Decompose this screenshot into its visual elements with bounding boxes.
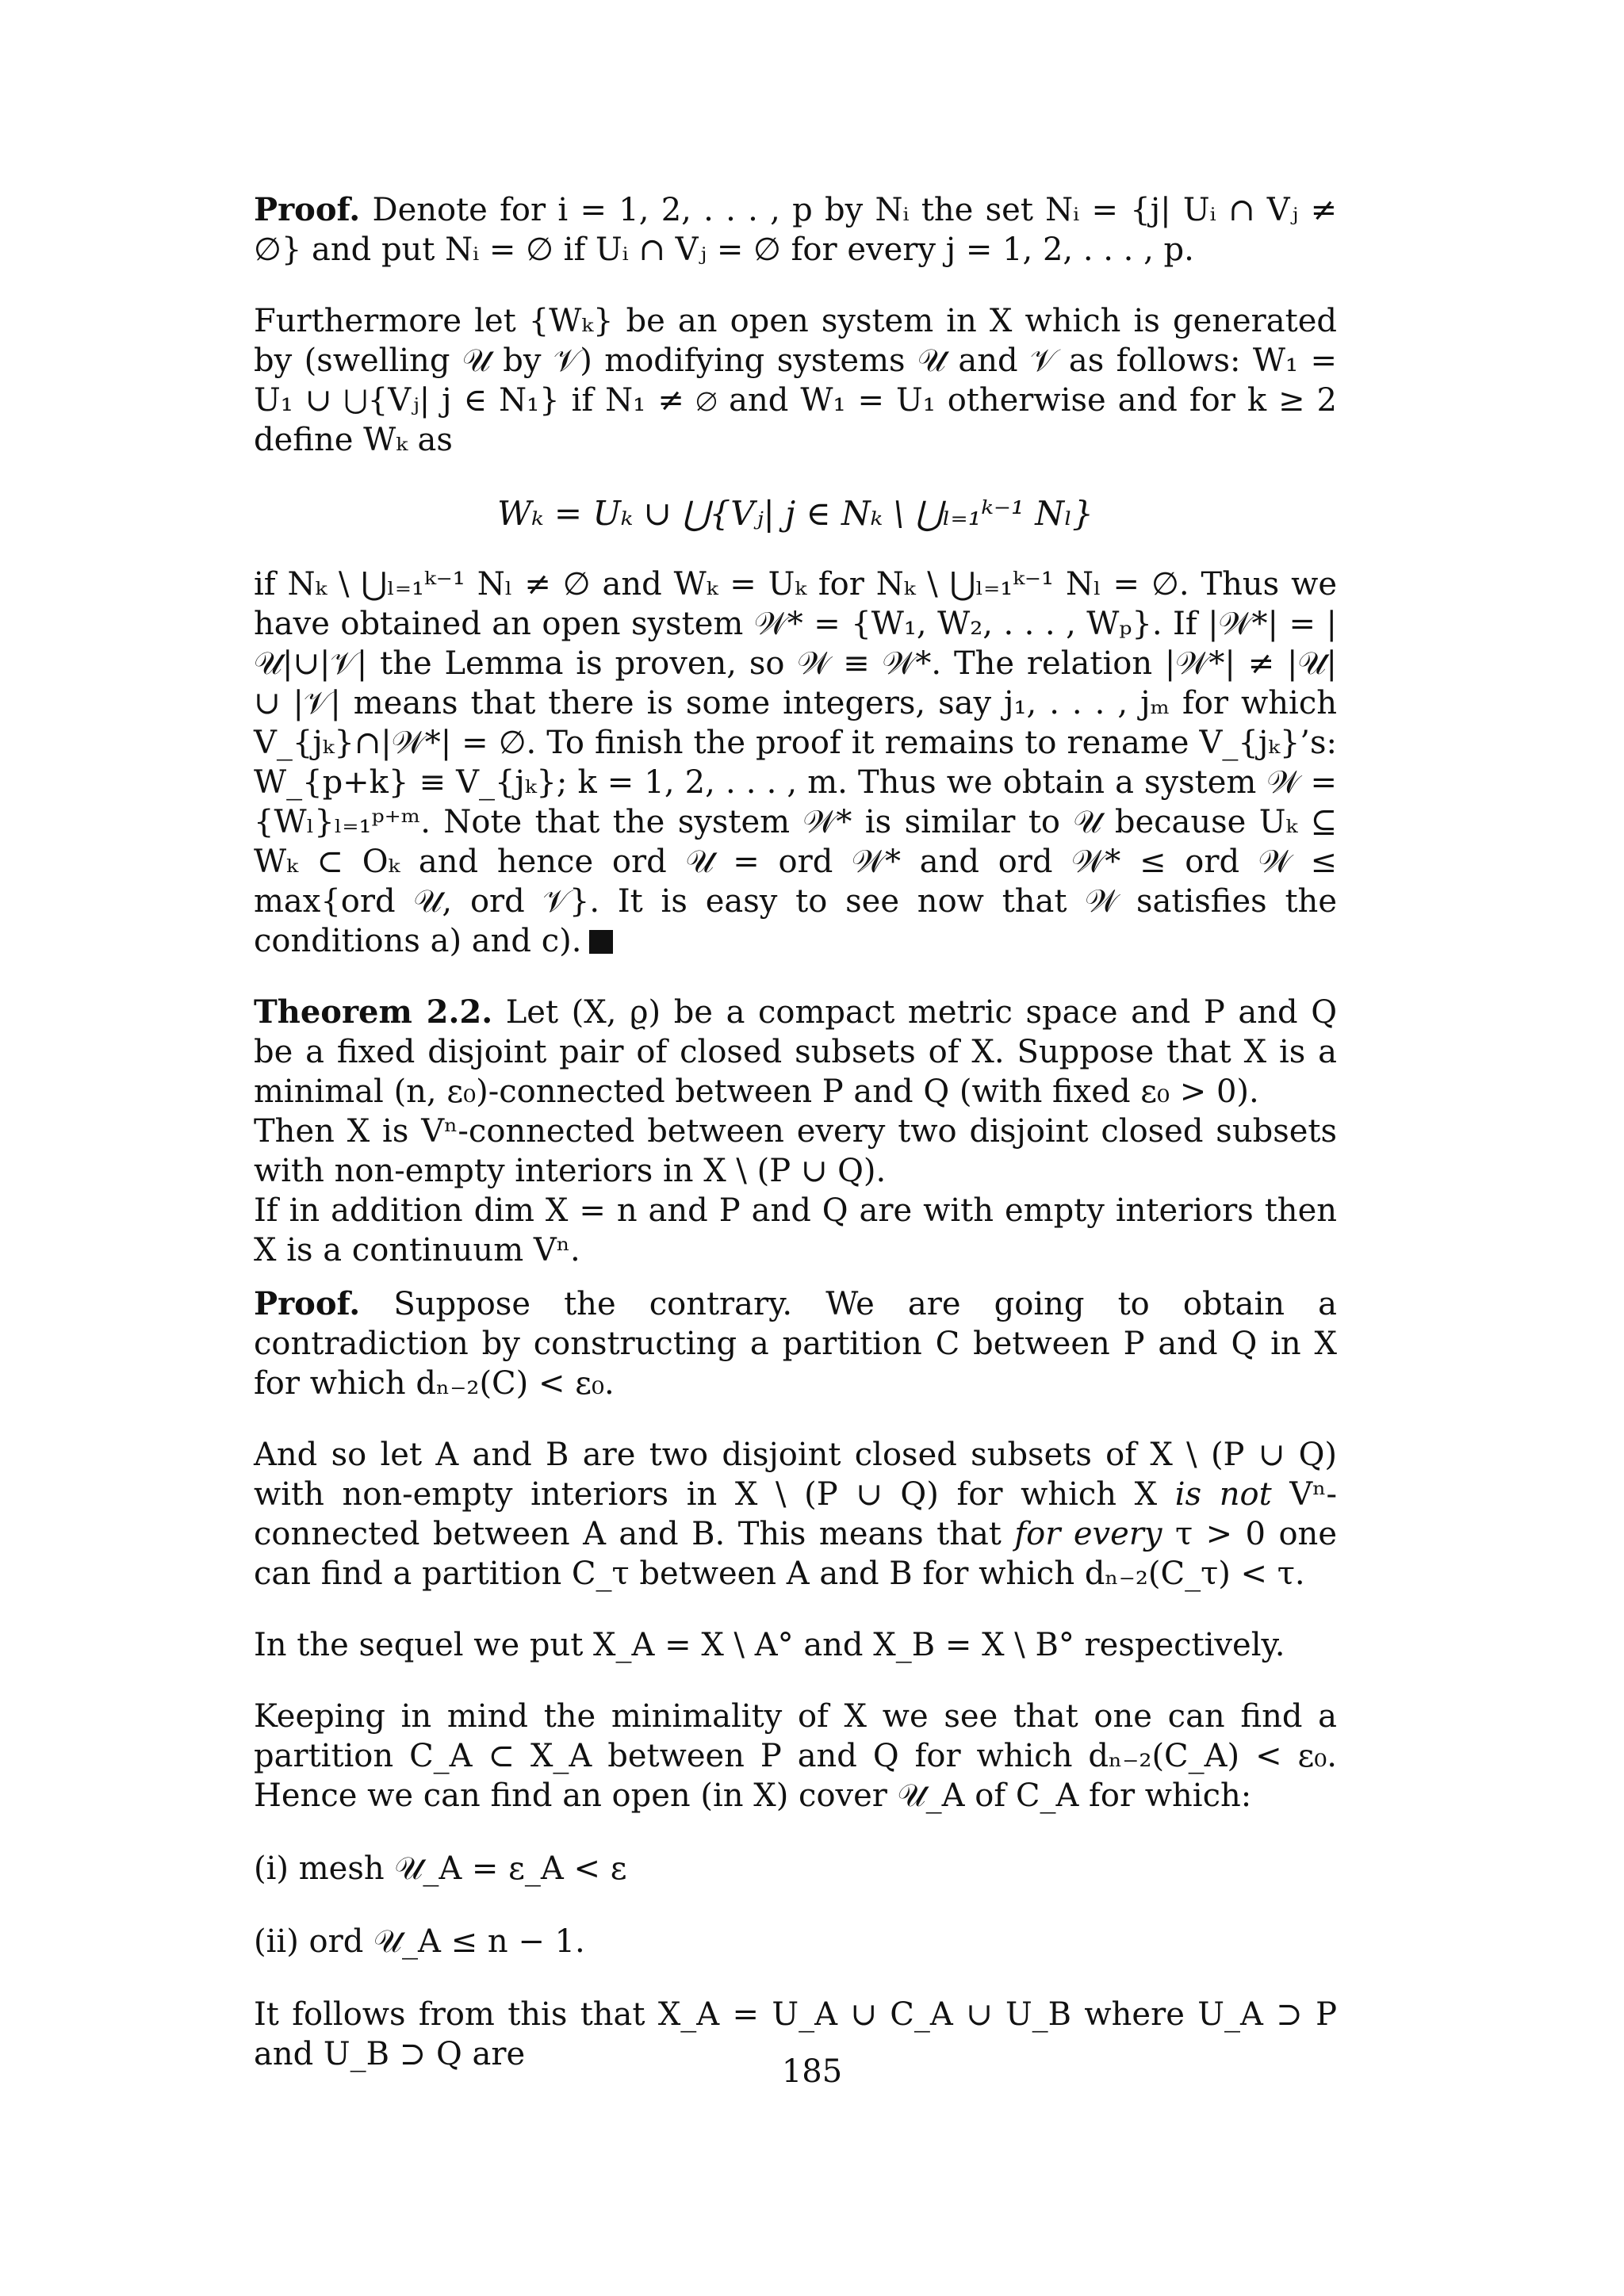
furthermore-paragraph: Furthermore let {Wₖ} be an open system in X which is generated by (swelling 𝒰 by 𝒱) modifying systems 𝒰 and 𝒱 as follows: W₁ = U₁ ∪ ⋃{Vⱼ| j ∈ N₁} if N₁ ≠ ∅ and W₁ = U₁ otherwise and for k ≥ 2 define Wₖ as [254,303,1337,458]
condition-item-i: (i) mesh 𝒰_A = ε_A < ε [254,1850,627,1887]
proof-label: Proof. [254,191,361,228]
and-so-paragraph [254,1435,1337,1594]
display-formula: Wₖ = Uₖ ∪ ⋃{Vⱼ| j ∈ Nₖ \ ⋃ₗ₌₁ᵏ⁻¹ Nₗ} [497,494,1094,533]
follows-paragraph: It follows from this that X_A = U_A ∪ C_A ∪ U_B where U_A ⊃ P and U_B ⊃ Q are [254,1996,1337,2072]
and-so-italic-2: for every [1014,1516,1162,1552]
proof-theorem-paragraph [254,1284,1337,1403]
and-so-italic-1: is not [1174,1476,1272,1513]
and-so-part-1: And so let A and B are two disjoint closed subsets of X \ (P ∪ Q) with non-empty interiors in X \ (P ∪ Q) for which X [254,1437,1337,1513]
sequel-paragraph: In the sequel we put X_A = X \ A° and X_B = X \ B° respectively. [254,1627,1285,1663]
theorem-paragraph [254,993,1337,1112]
and-so-part-2: Vⁿ-connected between A and B. This means that [254,1476,1338,1552]
theorem-line-2: Then X is Vⁿ-connected between every two disjoint closed subsets with non-empty interiors in X \ (P ∪ Q). [254,1113,1337,1189]
page-number: 185 [781,2053,843,2090]
theorem-label: Theorem 2.2. [254,993,493,1031]
proof-lemma-text: Denote for i = 1, 2, . . . , p by Nᵢ the set Nᵢ = {j| Uᵢ ∩ Vⱼ ≠ ∅} and put Nᵢ = ∅ if Uᵢ ∩ Vⱼ = ∅ for every j = 1, 2, . . . , p. [254,192,1337,268]
theorem-line-3: If in addition dim X = n and P and Q are with empty interiors then X is a continuum Vⁿ. [254,1192,1337,1269]
proof-label-2: Proof. [254,1285,361,1322]
page-body [254,190,1337,2074]
and-so-part-3: τ > 0 one can find a partition C_τ between A and B for which dₙ₋₂(C_τ) < τ. [254,1516,1337,1592]
theorem-text: Let (X, ϱ) be a compact metric space and P and Q be a fixed disjoint pair of closed subsets of X. Suppose that X is a minimal (n, ε₀)-connected between P and Q (with fixed ε₀ > 0). [254,994,1338,1110]
condition-item-ii: (ii) ord 𝒰_A ≤ n − 1. [254,1923,585,1960]
proof-theorem-text: Suppose the contrary. We are going to obtain a contradiction by constructing a partition C between P and Q in X for which dₙ₋₂(C) < ε₀. [254,1286,1337,1402]
if-paragraph [254,564,1337,961]
proof-lemma-paragraph [254,190,1337,270]
keeping-paragraph: Keeping in mind the minimality of X we see that one can find a partition C_A ⊂ X_A between P and Q for which dₙ₋₂(C_A) < ε₀. Hence we can find an open (in X) cover 𝒰_A of C_A for which: [254,1698,1337,1814]
if-paragraph-text: if Nₖ \ ⋃ₗ₌₁ᵏ⁻¹ Nₗ ≠ ∅ and Wₖ = Uₖ for Nₖ \ ⋃ₗ₌₁ᵏ⁻¹ Nₗ = ∅. Thus we have obtained an open system 𝒲* = {W₁, W₂, . . . , Wₚ}. If |𝒲*| = |𝒰|∪|𝒱| the Lemma is proven, so 𝒲 ≡ 𝒲*. The relation |𝒲*| ≠ |𝒰| ∪ |𝒱| means that there is some integers, say j₁, . . . , jₘ for which V_{jₖ}∩|𝒲*| = ∅. To finish the proof it remains to rename V_{jₖ}’s: W_{p+k} ≡ V_{jₖ}; k = 1, 2, . . . , m. Thus we obtain a system 𝒲 = {Wₗ}ₗ₌₁ᵖ⁺ᵐ. Note that the system 𝒲* is similar to 𝒰 because Uₖ ⊆ Wₖ ⊂ Oₖ and hence ord 𝒰 = ord 𝒲* and ord 𝒲* ≤ ord 𝒲 ≤ max{ord 𝒰, ord 𝒱}. It is easy to see now that 𝒲 satisfies the conditions a) and c). [254,566,1337,959]
qed-square-icon [589,930,613,954]
